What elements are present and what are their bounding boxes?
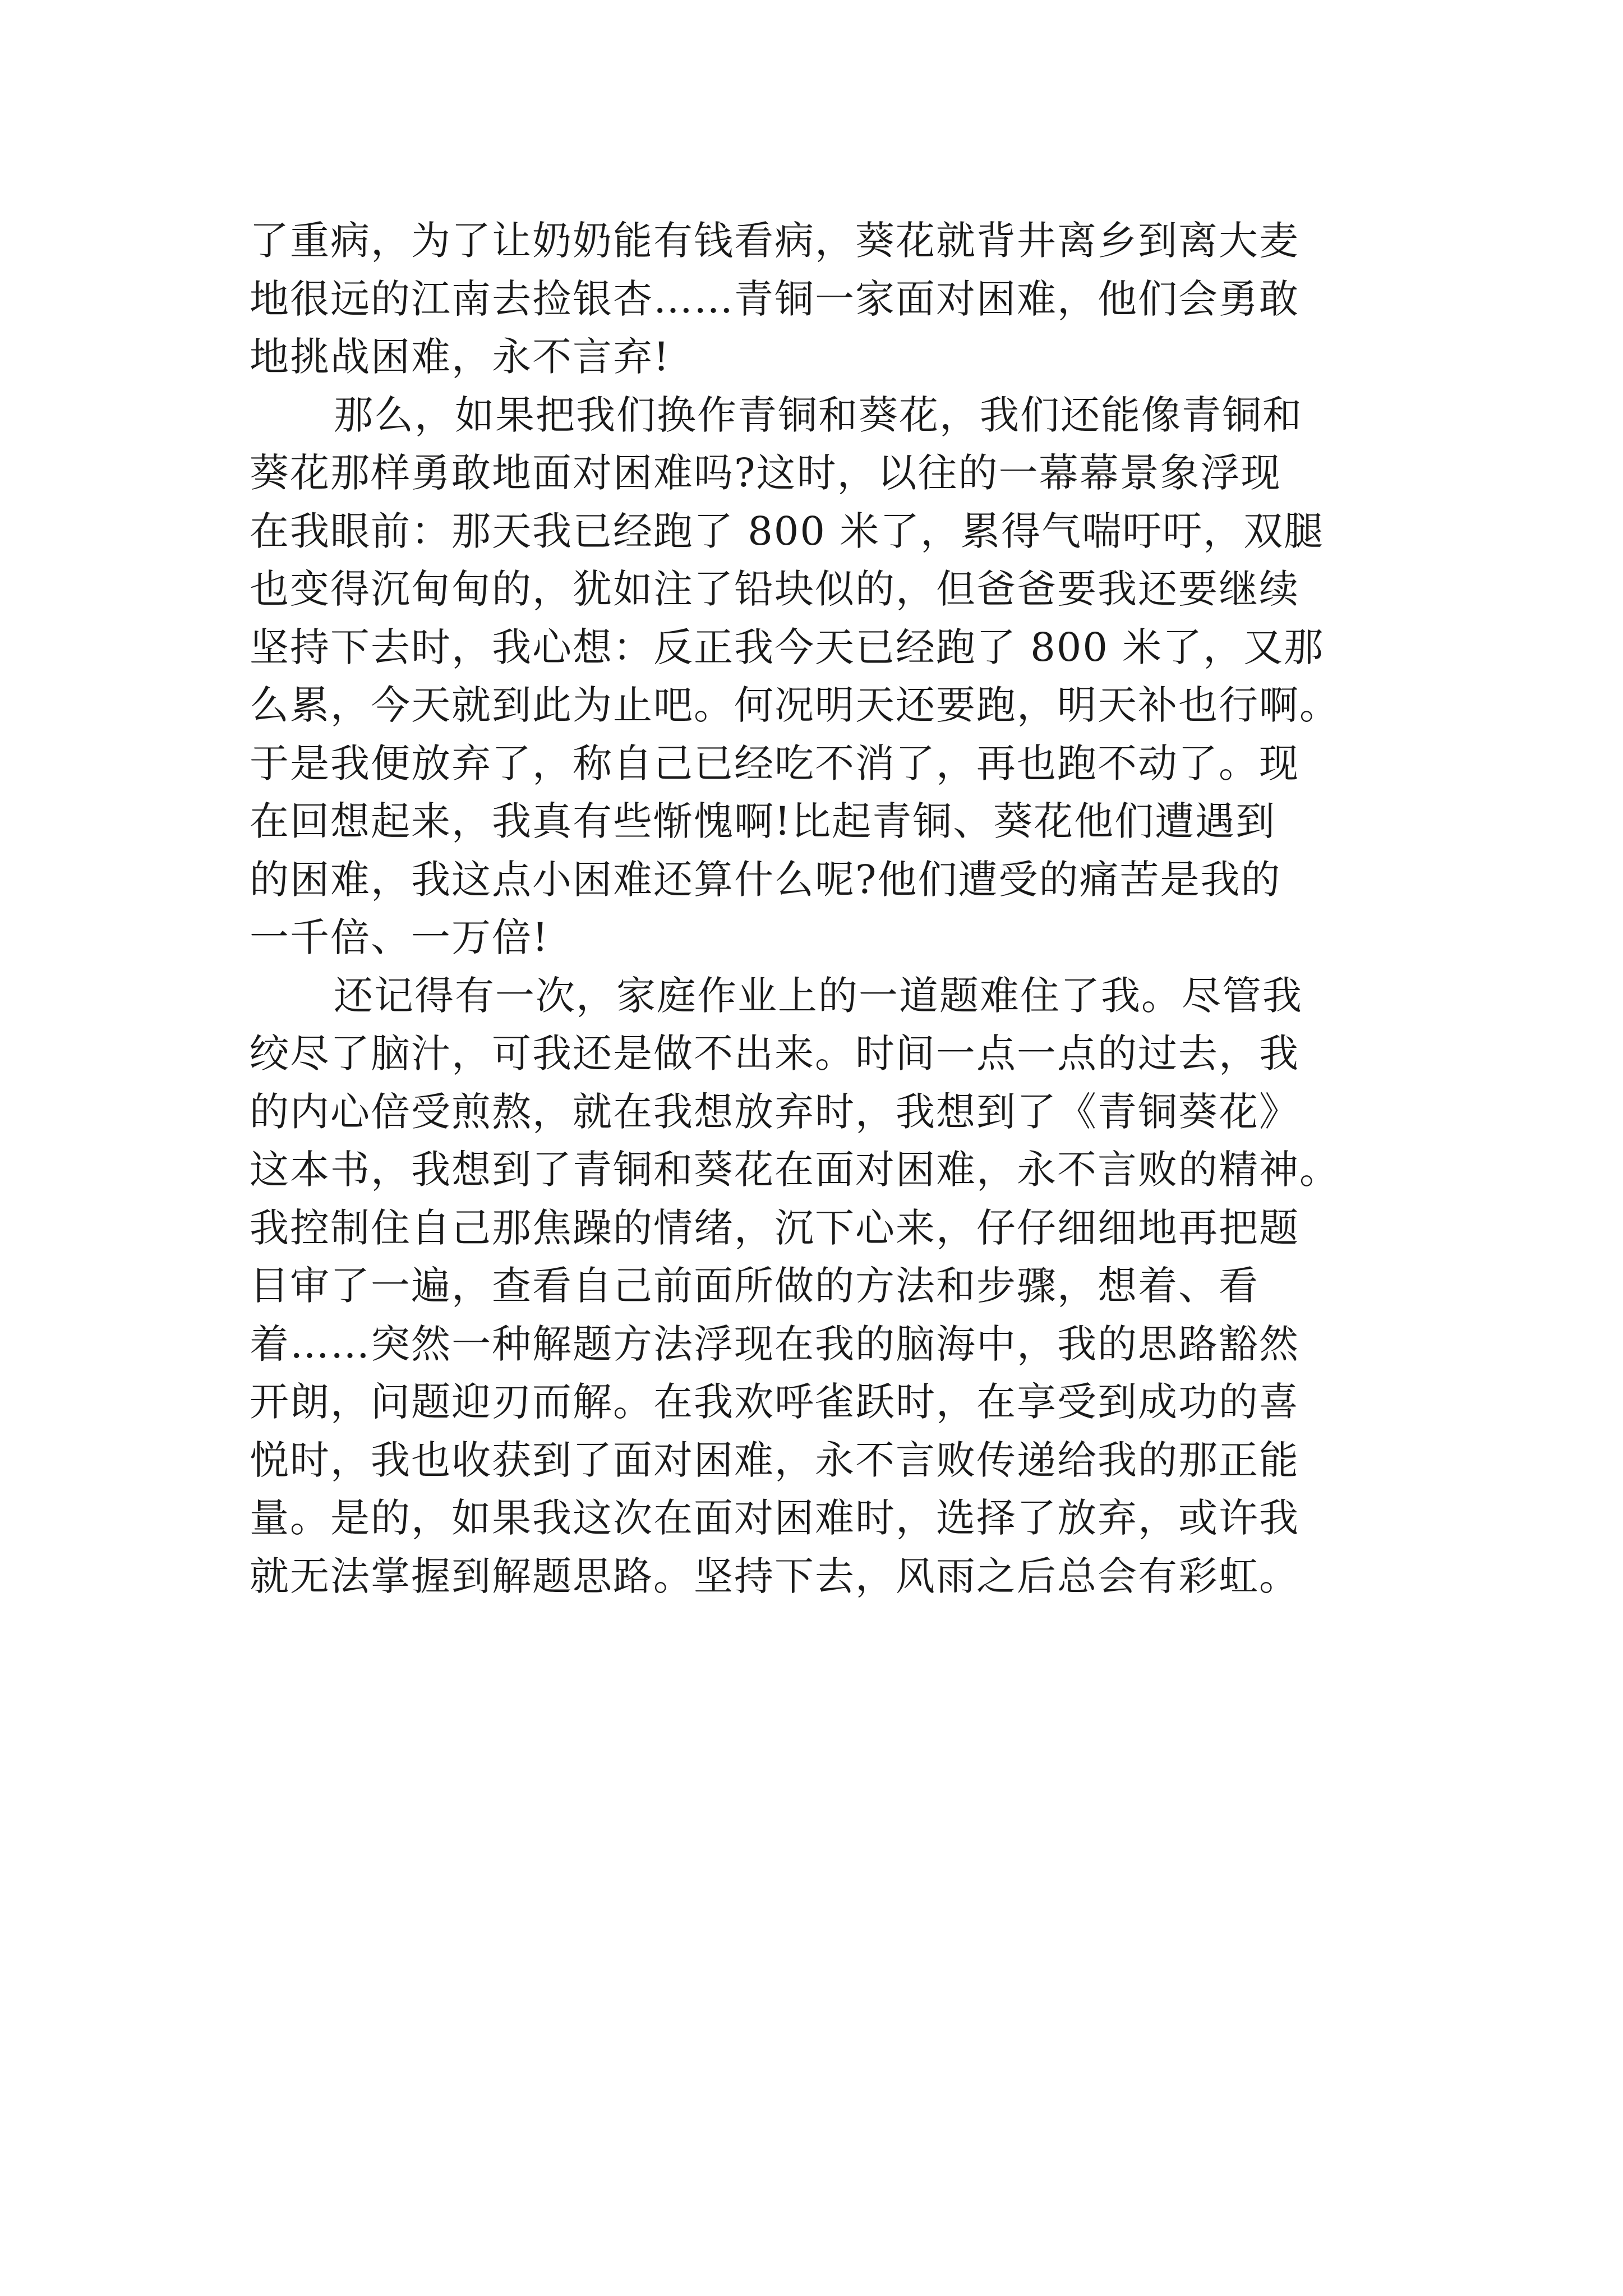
text-line: 地挑战困难，永不言弃!	[250, 334, 671, 380]
text-line: 着……突然一种解题方法浮现在我的脑海中，我的思路豁然	[250, 1320, 1299, 1367]
text-line: 在回想起来，我真有些惭愧啊!比起青铜、葵花他们遭遇到	[250, 798, 1276, 844]
text-line: 的困难，我这点小困难还算什么呢?他们遭受的痛苦是我的	[250, 856, 1281, 903]
document-body	[250, 212, 1388, 1605]
text-line: 我控制住自己那焦躁的情绪，沉下心来，仔仔细细地再把题	[250, 1204, 1299, 1251]
text-line: 这本书，我想到了青铜和葵花在面对困难，永不言败的精神。	[250, 1147, 1340, 1193]
text-line: 那么，如果把我们换作青铜和葵花，我们还能像青铜和	[334, 392, 1303, 438]
text-line: 开朗，问题迎刃而解。在我欢呼雀跃时，在享受到成功的喜	[250, 1379, 1299, 1425]
text-line: 一千倍、一万倍!	[250, 914, 550, 960]
text-line: 地很远的江南去捡银杏……青铜一家面对困难，他们会勇敢	[250, 275, 1299, 322]
text-line: 就无法掌握到解题思路。坚持下去，风雨之后总会有彩虹。	[250, 1553, 1299, 1599]
text-line: 绞尽了脑汁，可我还是做不出来。时间一点一点的过去，我	[250, 1030, 1299, 1076]
text-line: 量。是的，如果我这次在面对困难时，选择了放弃，或许我	[250, 1495, 1299, 1541]
text-line: 么累，今天就到此为止吧。何况明天还要跑，明天补也行啊。	[250, 682, 1340, 728]
text-line: 在我眼前：那天我已经跑了 800 米了，累得气喘吁吁，双腿	[250, 508, 1325, 554]
text-line: 葵花那样勇敢地面对困难吗?这时，以往的一幕幕景象浮现	[250, 450, 1281, 496]
text-line: 悦时，我也收获到了面对困难，永不言败传递给我的那正能	[250, 1437, 1299, 1483]
text-line: 坚持下去时，我心想：反正我今天已经跑了 800 米了，又那	[250, 624, 1325, 670]
text-line: 了重病，为了让奶奶能有钱看病，葵花就背井离乡到离大麦	[250, 218, 1299, 264]
text-line: 还记得有一次，家庭作业上的一道题难住了我。尽管我	[334, 972, 1303, 1019]
text-line: 目审了一遍，查看自己前面所做的方法和步骤，想着、看	[250, 1263, 1259, 1309]
text-line: 的内心倍受煎熬，就在我想放弃时，我想到了《青铜葵花》	[250, 1088, 1299, 1135]
text-line: 也变得沉甸甸的，犹如注了铅块似的，但爸爸要我还要继续	[250, 566, 1299, 612]
text-line: 于是我便放弃了，称自己已经吃不消了，再也跑不动了。现	[250, 740, 1299, 786]
